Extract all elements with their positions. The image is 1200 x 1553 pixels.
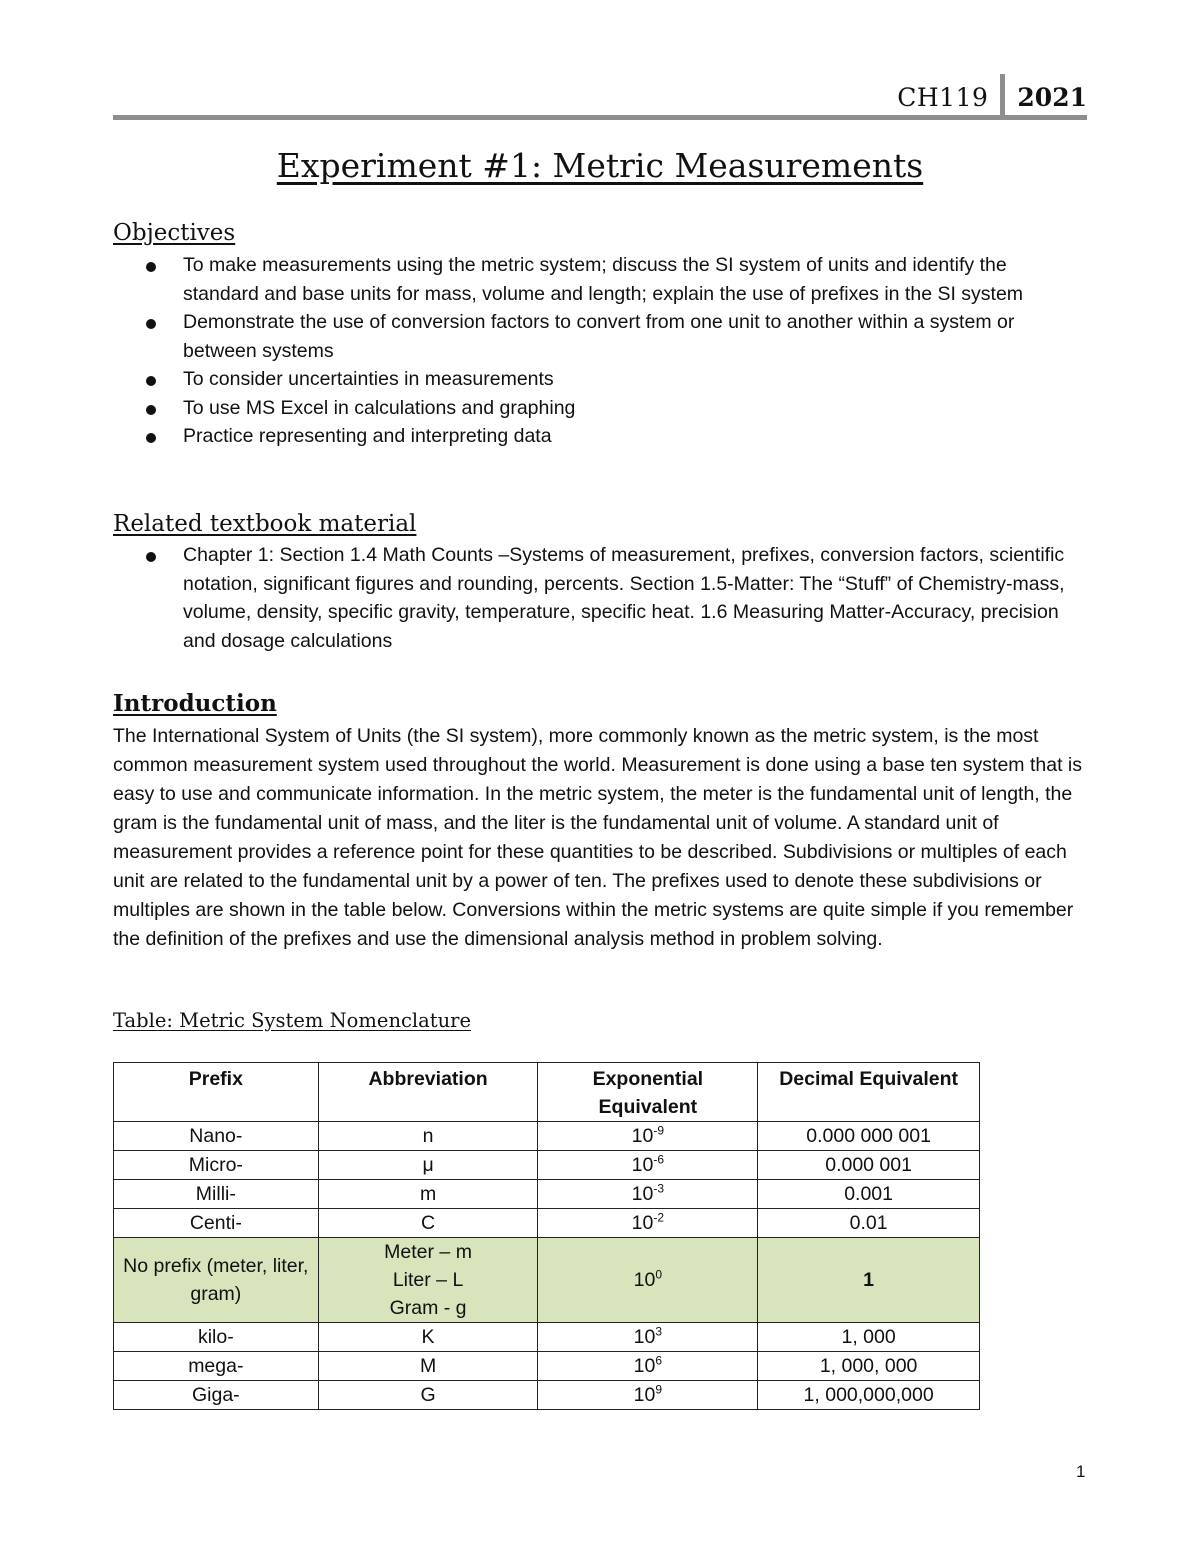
bullet-icon bbox=[146, 319, 156, 329]
header-rule bbox=[113, 115, 1087, 120]
textbook-list bbox=[113, 541, 1087, 655]
page-title: Experiment #1: Metric Measurements bbox=[276, 146, 924, 185]
list-item: To make measurements using the metric system; discuss the SI system of units and identify the standard and base units for mass, volume and length; explain the use of prefixes in the SI system bbox=[113, 251, 1087, 308]
list-item: To consider uncertainties in measurements bbox=[113, 365, 1087, 394]
table-row: kilo- K $10^3$ 1, 000 bbox=[114, 1323, 980, 1352]
list-item: To use MS Excel in calculations and graphing bbox=[113, 394, 1087, 423]
table-row: Micro- μ $10^{-6}$ 0.000 001 bbox=[114, 1151, 980, 1180]
column-header-prefix: Prefix bbox=[114, 1063, 319, 1122]
bullet-icon bbox=[146, 376, 156, 386]
table-row-base-units: No prefix (meter, liter, gram) Meter – m Liter – L Gram - g $10^0$ 1 bbox=[114, 1238, 980, 1323]
course-year: 2021 bbox=[1017, 82, 1087, 112]
introduction-heading: Introduction bbox=[113, 690, 277, 717]
bullet-icon bbox=[146, 433, 156, 443]
page-number: 1 bbox=[1076, 1462, 1086, 1481]
textbook-heading: Related textbook material bbox=[113, 511, 417, 537]
table-caption: Table: Metric System Nomenclature bbox=[113, 1009, 472, 1032]
table-row: Giga- G $10^9$ 1, 000,000,000 bbox=[114, 1381, 980, 1410]
objectives-list bbox=[113, 251, 1087, 451]
introduction-paragraph: The International System of Units (the SI system), more commonly known as the metric system, is the most common measurement system used throughout the world. Measurement is done using a base ten system that is easy to use and communicate information. In the metric system, the meter is the fundamental unit of length, the gram is the fundamental unit of mass, and the liter is the fundamental unit of volume. A standard unit of measurement provides a reference point for these quantities to be described. Subdivisions or multiples of each unit are related to the fundamental unit by a power of ten. The prefixes used to denote these subdivisions or multiples are shown in the table below. Conversions within the metric systems are quite simple if you remember the definition of the prefixes and use the dimensional analysis method in problem solving. bbox=[113, 725, 1082, 950]
table-row: mega- M $10^6$ 1, 000, 000 bbox=[114, 1352, 980, 1381]
course-code: CH119 bbox=[897, 82, 989, 112]
list-item: Practice representing and interpreting data bbox=[113, 422, 1087, 451]
column-header-decimal: Decimal Equivalent bbox=[758, 1063, 980, 1122]
bullet-icon bbox=[146, 552, 156, 562]
column-header-exponential: Exponential Equivalent bbox=[538, 1063, 758, 1122]
list-item: Chapter 1: Section 1.4 Math Counts –Systems of measurement, prefixes, conversion factors, scientific notation, significant figures and rounding, percents. Section 1.5-Matter: The “Stuff” of Chemistry-mass, volume, density, specific gravity, temperature, specific heat. 1.6 Measuring Matter-Accuracy, precision and dosage calculations bbox=[113, 541, 1087, 655]
table-row: Milli- m $10^{-3}$ 0.001 bbox=[114, 1180, 980, 1209]
table-row: Centi- C $10^{-2}$ 0.01 bbox=[114, 1209, 980, 1238]
page-header bbox=[897, 74, 1087, 120]
objectives-heading: Objectives bbox=[113, 220, 236, 246]
metric-nomenclature-table bbox=[113, 1062, 980, 1410]
column-header-abbreviation: Abbreviation bbox=[318, 1063, 538, 1122]
table-row: Nano- n $10^{-9}$ 0.000 000 001 bbox=[114, 1122, 980, 1151]
list-item: Demonstrate the use of conversion factors to convert from one unit to another within a system or between systems bbox=[113, 308, 1087, 365]
bullet-icon bbox=[146, 262, 156, 272]
table-header-row bbox=[114, 1063, 980, 1122]
bullet-icon bbox=[146, 405, 156, 415]
